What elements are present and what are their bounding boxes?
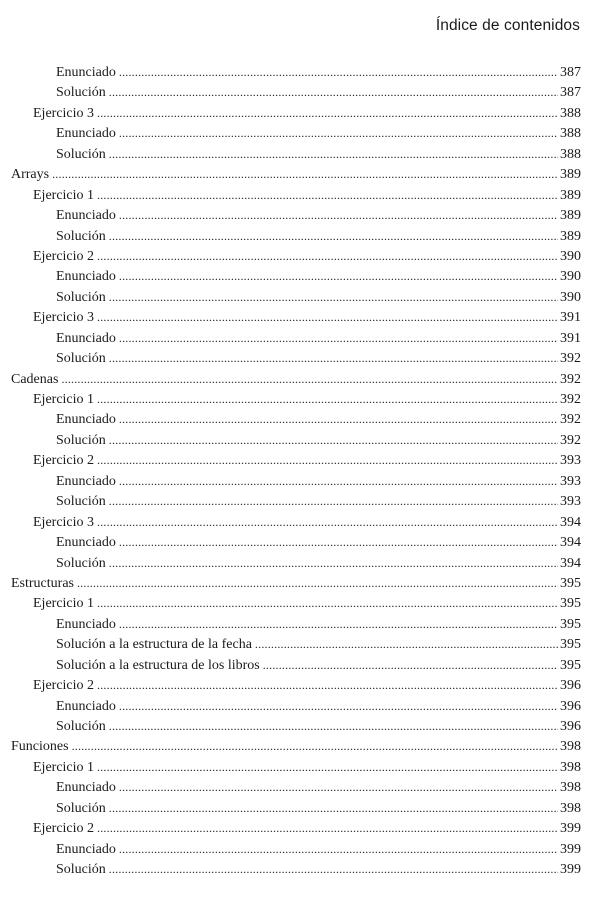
toc-entry-title: Solución: [56, 555, 106, 571]
toc-entry-page-number: 392: [560, 351, 581, 367]
toc-entry-page-number: 392: [560, 392, 581, 407]
toc-entry: [56, 287, 581, 307]
toc-entry-page-number: 393: [560, 494, 581, 510]
toc-entry-title: Ejercicio 2: [33, 248, 95, 264]
toc-entry-row: [56, 266, 581, 287]
toc-entry-page-number: 389: [560, 228, 581, 244]
toc-entry-page-number: 396: [560, 678, 581, 694]
toc-entry-title: Solución: [56, 228, 106, 244]
dot-leader: [97, 675, 558, 695]
toc-entry-title: Solución: [56, 719, 106, 734]
toc-entry-row: [33, 818, 581, 839]
toc-entry-title: Cadenas: [11, 371, 59, 387]
toc-entry-row: [56, 409, 581, 430]
toc-entry-title: Enunciado: [56, 535, 116, 551]
dot-leader: [119, 266, 558, 286]
dot-leader: [119, 62, 558, 82]
toc-entry-row: [56, 144, 581, 165]
toc-entry-page-number: 389: [560, 187, 581, 203]
table-of-contents: [0, 62, 600, 880]
toc-entry-title: Arrays: [11, 167, 50, 183]
toc-entry-row: [56, 205, 581, 226]
toc-entry-title: Solución a la estructura de los libros: [56, 657, 260, 673]
toc-entry: [56, 716, 581, 736]
toc-entry-page-number: 388: [560, 146, 581, 162]
toc-entry: [56, 553, 581, 573]
toc-entry: [56, 777, 581, 797]
toc-entry-page-number: 388: [560, 105, 581, 121]
toc-entry-title: Ejercicio 2: [33, 821, 95, 837]
toc-entry-row: [56, 716, 581, 737]
toc-entry-page-number: 393: [560, 473, 581, 489]
toc-entry-title: Ejercicio 1: [33, 187, 95, 203]
toc-entry-page-number: 389: [560, 167, 581, 183]
toc-entry-row: [33, 307, 581, 328]
toc-entry: [56, 696, 581, 716]
toc-entry-page-number: 393: [560, 453, 581, 469]
toc-entry-row: [56, 532, 581, 553]
toc-entry-title: Solución: [56, 146, 106, 162]
toc-entry: [33, 389, 581, 409]
dot-leader: [97, 818, 558, 838]
toc-entry-page-number: 392: [560, 371, 581, 387]
dot-leader: [109, 144, 558, 164]
toc-entry-title: Enunciado: [56, 841, 116, 857]
dot-leader: [263, 655, 558, 675]
toc-entry-row: [33, 757, 581, 778]
toc-entry-title: Solución: [56, 494, 106, 510]
toc-entry-title: Ejercicio 1: [33, 596, 95, 612]
toc-entry: [56, 123, 581, 143]
toc-entry-title: Ejercicio 1: [33, 759, 95, 775]
toc-entry-title: Ejercicio 2: [33, 453, 95, 469]
toc-entry: [56, 614, 581, 634]
toc-entry: [33, 818, 581, 838]
toc-entry-page-number: 390: [560, 248, 581, 264]
toc-entry-row: [56, 696, 581, 717]
toc-entry: [56, 205, 581, 225]
toc-entry-page-number: 391: [560, 330, 581, 346]
toc-entry-row: [33, 675, 581, 696]
toc-entry-row: [33, 512, 581, 533]
toc-entry-title: Solución: [56, 351, 106, 367]
toc-entry: [56, 430, 581, 450]
toc-entry: [33, 675, 581, 695]
toc-entry-title: Enunciado: [56, 412, 116, 428]
toc-entry: [56, 798, 581, 818]
dot-leader: [109, 82, 558, 102]
toc-entry-title: Enunciado: [56, 698, 116, 714]
toc-entry-page-number: 395: [560, 637, 581, 653]
running-header: Índice de contenidos: [435, 17, 580, 34]
dot-leader: [119, 205, 558, 225]
dot-leader: [72, 736, 558, 756]
toc-entry-page-number: 394: [560, 535, 581, 551]
toc-entry: [33, 593, 581, 613]
toc-entry-row: [33, 103, 581, 124]
dot-leader: [119, 409, 558, 429]
toc-entry-page-number: 389: [560, 208, 581, 224]
toc-entry-row: [11, 736, 581, 757]
toc-entry-title: Solución: [56, 432, 106, 448]
toc-entry-row: [33, 593, 581, 614]
toc-entry-row: [56, 553, 581, 574]
toc-entry-row: [56, 614, 581, 635]
toc-entry: [56, 491, 581, 511]
dot-leader: [109, 287, 558, 307]
toc-entry: [33, 307, 581, 327]
toc-entry-page-number: 390: [560, 289, 581, 305]
toc-entry-row: [56, 82, 581, 103]
toc-entry: [11, 164, 581, 184]
toc-entry: [33, 757, 581, 777]
dot-leader: [109, 348, 558, 368]
dot-leader: [97, 185, 558, 205]
dot-leader: [109, 553, 558, 573]
toc-entry: [56, 82, 581, 102]
dot-leader: [97, 307, 558, 327]
toc-entry-title: Enunciado: [56, 616, 116, 632]
toc-entry-row: [11, 164, 581, 185]
toc-entry: [56, 839, 581, 859]
toc-entry: [56, 409, 581, 429]
toc-entry: [56, 859, 581, 879]
toc-entry-title: Enunciado: [56, 330, 116, 346]
toc-entry: [56, 328, 581, 348]
toc-entry-page-number: 398: [560, 780, 581, 796]
dot-leader: [109, 798, 558, 818]
toc-entry-title: Ejercicio 1: [33, 392, 95, 407]
dot-leader: [119, 696, 558, 716]
dot-leader: [77, 573, 558, 593]
toc-entry: [11, 736, 581, 756]
dot-leader: [97, 450, 558, 470]
toc-entry-row: [33, 185, 581, 206]
dot-leader: [109, 859, 558, 879]
toc-entry: [33, 246, 581, 266]
toc-entry-title: Estructuras: [11, 575, 74, 591]
toc-entry-page-number: 399: [560, 862, 581, 878]
toc-entry-row: [56, 62, 581, 83]
toc-entry-row: [56, 471, 581, 492]
dot-leader: [119, 328, 558, 348]
toc-entry-title: Solución a la estructura de la fecha: [56, 637, 252, 653]
toc-entry-page-number: 392: [560, 412, 581, 428]
dot-leader: [97, 103, 558, 123]
toc-entry-row: [33, 450, 581, 471]
toc-entry: [56, 655, 581, 675]
toc-entry-page-number: 392: [560, 432, 581, 448]
toc-entry-title: Solución: [56, 800, 106, 816]
toc-entry-title: Solución: [56, 85, 106, 101]
toc-entry: [56, 266, 581, 286]
toc-entry-page-number: 396: [560, 719, 581, 734]
toc-entry-page-number: 395: [560, 575, 581, 591]
toc-entry-page-number: 395: [560, 657, 581, 673]
toc-entry-page-number: 387: [560, 65, 581, 80]
toc-entry-title: Enunciado: [56, 473, 116, 489]
dot-leader: [119, 839, 558, 859]
toc-entry-page-number: 395: [560, 596, 581, 612]
toc-entry-title: Solución: [56, 862, 106, 878]
toc-entry: [56, 144, 581, 164]
toc-entry: [33, 103, 581, 123]
toc-entry-title: Ejercicio 2: [33, 678, 95, 694]
toc-entry: [56, 532, 581, 552]
dot-leader: [119, 777, 558, 797]
toc-entry-title: Ejercicio 3: [33, 514, 95, 530]
toc-entry-page-number: 395: [560, 616, 581, 632]
toc-entry-row: [11, 369, 581, 390]
toc-entry-row: [33, 389, 581, 410]
dot-leader: [119, 123, 558, 143]
dot-leader: [255, 634, 558, 654]
toc-entry-page-number: 398: [560, 800, 581, 816]
dot-leader: [109, 716, 558, 736]
toc-entry-row: [56, 634, 581, 655]
toc-entry-title: Ejercicio 3: [33, 105, 95, 121]
toc-entry-row: [56, 839, 581, 860]
toc-entry-row: [56, 287, 581, 308]
dot-leader: [109, 226, 558, 246]
toc-entry-title: Enunciado: [56, 65, 116, 80]
dot-leader: [119, 471, 558, 491]
toc-entry-row: [56, 655, 581, 676]
toc-entry-row: [56, 123, 581, 144]
toc-entry-row: [56, 859, 581, 880]
toc-entry-page-number: 394: [560, 514, 581, 530]
dot-leader: [52, 164, 558, 184]
toc-entry-row: [33, 246, 581, 267]
toc-entry-page-number: 387: [560, 85, 581, 101]
toc-entry-row: [56, 777, 581, 798]
toc-entry-row: [11, 573, 581, 594]
toc-entry: [56, 62, 581, 82]
dot-leader: [109, 491, 558, 511]
toc-entry: [33, 512, 581, 532]
toc-entry-row: [56, 798, 581, 819]
dot-leader: [97, 512, 558, 532]
toc-entry: [11, 573, 581, 593]
toc-entry-row: [56, 491, 581, 512]
toc-entry-title: Enunciado: [56, 208, 116, 224]
toc-entry-title: Enunciado: [56, 269, 116, 285]
toc-entry-row: [56, 430, 581, 451]
dot-leader: [119, 532, 558, 552]
toc-entry: [56, 348, 581, 368]
toc-entry-page-number: 388: [560, 126, 581, 142]
toc-entry-page-number: 396: [560, 698, 581, 714]
toc-entry-title: Enunciado: [56, 780, 116, 796]
toc-entry-title: Solución: [56, 289, 106, 305]
toc-entry-page-number: 391: [560, 310, 581, 326]
toc-entry-page-number: 398: [560, 739, 581, 755]
toc-entry: [56, 471, 581, 491]
dot-leader: [97, 246, 558, 266]
toc-entry-row: [56, 328, 581, 349]
dot-leader: [97, 593, 558, 613]
dot-leader: [61, 369, 558, 389]
toc-entry-page-number: 399: [560, 821, 581, 837]
dot-leader: [97, 757, 558, 777]
toc-entry-title: Funciones: [11, 739, 69, 755]
dot-leader: [109, 430, 558, 450]
dot-leader: [97, 389, 558, 409]
toc-entry-page-number: 394: [560, 555, 581, 571]
toc-entry-page-number: 398: [560, 759, 581, 775]
toc-entry: [33, 450, 581, 470]
toc-entry: [11, 369, 581, 389]
toc-entry-row: [56, 348, 581, 369]
toc-entry: [56, 634, 581, 654]
toc-entry-title: Enunciado: [56, 126, 116, 142]
dot-leader: [119, 614, 558, 634]
toc-entry-page-number: 390: [560, 269, 581, 285]
toc-entry-row: [56, 226, 581, 247]
toc-entry-page-number: 399: [560, 841, 581, 857]
toc-entry: [56, 226, 581, 246]
toc-entry-title: Ejercicio 3: [33, 310, 95, 326]
toc-entry: [33, 185, 581, 205]
